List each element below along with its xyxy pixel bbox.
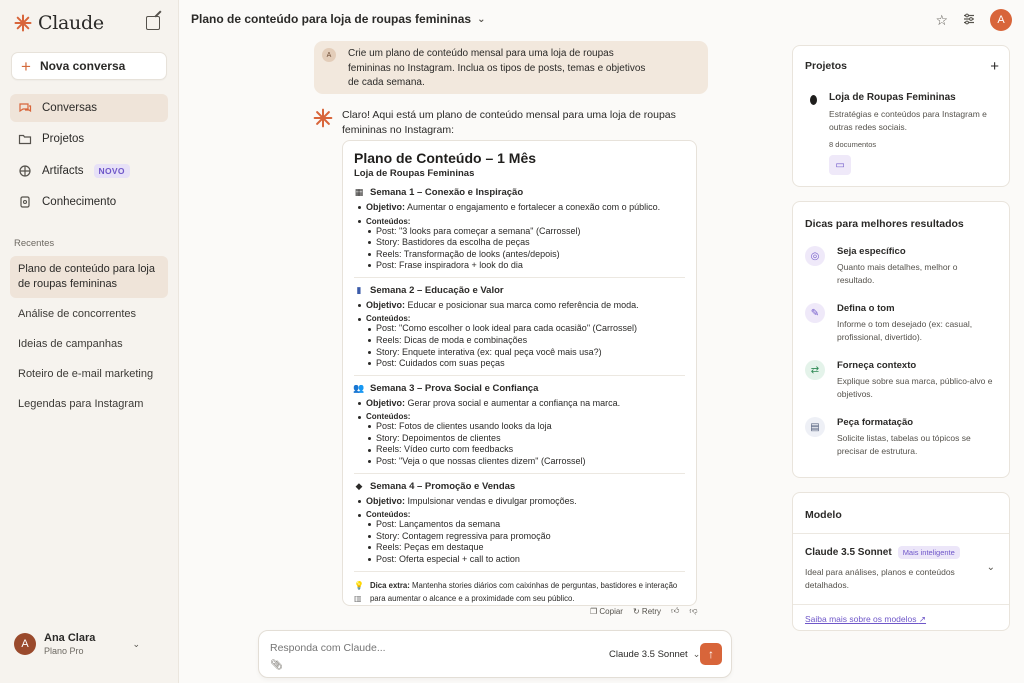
tip-item: ⇄ Forneça contexto Explique sobre sua marca, público-alvo e objetivos. [805, 360, 997, 401]
sidebar-item-label: Conhecimento [42, 195, 117, 208]
chevron-down-icon: ⌄ [477, 13, 486, 25]
chart-icon: ▥ [354, 593, 362, 603]
sidebar-item-label: Conversas [42, 102, 97, 114]
app-name: Claude [38, 12, 104, 34]
artifacts-icon [18, 164, 32, 178]
tip-item: ▤ Peça formatação Solicite listas, tabelas ou tópicos se precisar de estrutura. [805, 417, 997, 458]
compose-icon[interactable] [146, 16, 160, 30]
recent-item[interactable]: Plano de conteúdo para loja de roupas femininas [10, 256, 168, 298]
project-card[interactable] [805, 92, 997, 175]
people-icon: 👥 [353, 382, 365, 393]
folder-icon[interactable]: ▭ [829, 155, 851, 175]
objective-label: Objetivo: [366, 202, 406, 212]
logo[interactable] [14, 12, 104, 34]
model-name: Claude 3.5 Sonnet [805, 547, 892, 558]
week-objective: Gerar prova social e aumentar a confiança na marca. [407, 397, 621, 408]
recent-item[interactable]: Ideias de campanhas [18, 338, 123, 350]
extra-tip: 💡 ▥ Dica extra: Mantenha stories diários com caixinhas de perguntas, bastidores e interação para aumentar o alcance e a proximidade com seu público. [354, 580, 678, 603]
paperclip-icon[interactable]: 📎︎ [270, 660, 283, 671]
conversation-title-text: Plano de conteúdo para loja de roupas femininas [191, 12, 472, 26]
model-selector[interactable] [609, 649, 700, 660]
model-badge: Mais inteligente [898, 546, 960, 559]
sidebar-nav [10, 94, 168, 219]
conversation-title[interactable] [191, 12, 485, 26]
add-project-button[interactable]: + [990, 58, 999, 75]
plan-title: Plano de Conteúdo – 1 Mês [354, 150, 537, 166]
model-option[interactable] [793, 534, 1009, 604]
user-message-avatar: A [322, 48, 336, 62]
tips-panel [792, 201, 1010, 478]
recent-list [10, 256, 168, 421]
learn-more-link[interactable]: Saiba mais sobre os modelos ↗ [793, 604, 1009, 634]
week-title: Semana 4 – Promoção e Vendas [370, 480, 516, 492]
content-plan-artifact [342, 140, 697, 606]
avatar[interactable]: A [990, 9, 1012, 31]
list-item: Post: Oferta especial + call to action [354, 554, 685, 566]
external-link-icon: ↗ [918, 614, 927, 624]
week-title: Semana 2 – Educação e Valor [370, 284, 504, 296]
list-item: Story: Enquete interativa (ex: qual peça você mais usa?) [354, 347, 685, 359]
new-chat-button[interactable] [11, 52, 167, 80]
week-objective: Educar e posicionar sua marca como referência de moda. [407, 299, 639, 310]
new-badge: NOVO [94, 164, 130, 178]
recent-item[interactable]: Legendas para Instagram [18, 398, 144, 410]
recent-item[interactable]: Roteiro de e-mail marketing [18, 368, 154, 380]
extra-tip-label: Dica extra: [369, 580, 410, 590]
list-item: Post: Fotos de clientes usando looks da loja [354, 421, 685, 433]
list-item: Reels: Dicas de moda e combinações [354, 335, 685, 347]
calendar-icon: ▦ [354, 187, 364, 197]
sidebar-item-artifacts[interactable] [10, 157, 168, 185]
new-chat-label: Nova conversa [39, 59, 126, 73]
user-message [314, 41, 708, 94]
claude-starburst-icon [313, 108, 333, 128]
message-input[interactable] [270, 642, 570, 654]
tip-item: ✎ Defina o tom Informe o tom desejado (ex: casual, profissional, divertido). [805, 303, 997, 344]
message-actions [590, 606, 698, 616]
week-section: 👥 Semana 3 – Prova Social e Confiança Objetivo: Gerar prova social e aumentar a confiança na marca. Conteúdos: Post: Fotos de clientes usando looks da loja Story: Depoimentos de clientes Reels: Vídeo curto com feedbacks Post: "Veja o que nossas clientes dizem" (Carrossel) [354, 383, 685, 474]
panel-title: Projetos [805, 60, 848, 72]
contents-label: Conteúdos: [366, 216, 411, 226]
sidebar-item-conhecimento[interactable] [10, 188, 168, 216]
week-section: ◆ Semana 4 – Promoção e Vendas Objetivo: Impulsionar vendas e divulgar promoções. Conteúdos: Post: Lançamentos da semana Story: Contagem regressiva para promoção Reels: Peças em destaque Post: Oferta especial + call to action [354, 481, 685, 572]
pencil-icon: ✎ [805, 303, 825, 323]
list-item: Post: "Veja o que nossas clientes dizem" (Carrossel) [354, 456, 685, 468]
chat-bubbles-icon [18, 101, 32, 115]
list-item: Post: Cuidados com suas peças [354, 358, 685, 370]
sidebar [0, 0, 179, 683]
panel-title: Modelo [805, 509, 842, 521]
copy-button[interactable]: ❐ Copiar [590, 606, 623, 616]
composer [258, 630, 732, 678]
sidebar-item-label: Artifacts [42, 164, 84, 177]
list-item: Story: Depoimentos de clientes [354, 433, 685, 445]
chevron-down-icon: ⌄ [692, 649, 701, 659]
knowledge-icon [18, 195, 32, 209]
assistant-message [313, 108, 682, 137]
shuffle-icon: ⇄ [805, 360, 825, 380]
target-icon: ◎ [805, 246, 825, 266]
panel-title: Dicas para melhores resultados [805, 218, 964, 230]
claude-starburst-icon [14, 14, 32, 32]
assistant-intro: Claro! Aqui está um plano de conteúdo mensal para uma loja de roupas femininas no Instagram: [342, 109, 676, 136]
model-panel [792, 492, 1010, 631]
plus-icon: + [21, 56, 31, 76]
list-item: Story: Bastidores da escolha de peças [354, 237, 685, 249]
project-icon [810, 95, 817, 105]
plan-subtitle: Loja de Roupas Femininas [354, 168, 475, 179]
book-icon: ▮ [356, 284, 362, 295]
folder-icon [18, 132, 32, 146]
arrow-up-icon: ↑ [708, 647, 714, 661]
week-section [354, 187, 685, 278]
list-item: Story: Contagem regressiva para promoção [354, 531, 685, 543]
model-selector-label: Claude 3.5 Sonnet [609, 649, 688, 660]
sidebar-item-projetos[interactable] [10, 125, 168, 153]
week-title: Semana 3 – Prova Social e Confiança [370, 382, 539, 394]
sidebar-item-conversas[interactable] [10, 94, 168, 122]
thumbs-up-icon[interactable]: 👍︎ [671, 606, 680, 615]
send-button[interactable] [700, 643, 722, 665]
list-item: Reels: Peças em destaque [354, 542, 685, 554]
user-menu[interactable] [14, 632, 164, 656]
project-doc-count: 8 documentos [829, 140, 877, 149]
user-message-text: Crie um plano de conteúdo mensal para uma loja de roupas femininas no Instagram. Inclua os tipos de posts, temas e objetivos de cada semana. [348, 48, 646, 88]
recent-heading: Recentes [14, 238, 55, 249]
week-section: ▮ Semana 2 – Educação e Valor Objetivo: Educar e posicionar sua marca como referência de moda. Conteúdos: Post: "Como escolher o look ideal para cada ocasião" (Carrossel) Reels: Dicas de moda e combinações Story: Enquete interativa (ex: qual peça você mais usa?) Post: Cuidados com suas peças [354, 285, 685, 376]
chevron-down-icon: ⌄ [132, 639, 140, 649]
project-name: Loja de Roupas Femininas [829, 92, 956, 103]
retry-button[interactable]: ↻ Retry [632, 606, 662, 616]
project-description: Estratégias e conteúdos para Instagram e outras redes sociais. [829, 109, 987, 132]
week-objective: Aumentar o engajamento e fortalecer a conexão com o público. [407, 202, 661, 212]
lightbulb-icon: 💡 [354, 580, 364, 590]
top-actions [935, 9, 1012, 31]
list-item: Reels: Vídeo curto com feedbacks [354, 444, 685, 456]
tip-item: ◎ Seja específico Quanto mais detalhes, melhor o resultado. [805, 246, 997, 287]
list-item: Post: "3 looks para começar a semana" (Carrossel) [354, 226, 685, 238]
week-objective: Impulsionar vendas e divulgar promoções. [407, 495, 577, 506]
model-description: Ideal para análises, planos e conteúdos detalhados. [805, 567, 955, 590]
user-name: Ana Clara [44, 632, 96, 644]
star-icon[interactable]: ☆ [935, 11, 948, 28]
avatar: A [14, 633, 36, 655]
list-item: Reels: Transformação de looks (antes/depois) [354, 249, 685, 261]
list-item: Post: "Como escolher o look ideal para cada ocasião" (Carrossel) [354, 323, 685, 335]
list-item: Post: Lançamentos da semana [354, 519, 685, 531]
settings-sliders-icon[interactable] [962, 12, 976, 29]
tag-icon: ◆ [355, 480, 363, 491]
list-item: Post: Frase inspiradora + look do dia [354, 260, 685, 272]
recent-item[interactable]: Análise de concorrentes [18, 308, 137, 320]
user-plan: Plano Pro [44, 646, 84, 656]
projects-panel [792, 45, 1010, 187]
document-icon: ▤ [805, 417, 825, 437]
chevron-down-icon[interactable]: ⌄ [986, 562, 995, 573]
thumbs-down-icon[interactable]: 👎︎ [689, 606, 698, 615]
week-title: Semana 1 – Conexão e Inspiração [370, 187, 524, 198]
sidebar-item-label: Projetos [42, 133, 85, 146]
